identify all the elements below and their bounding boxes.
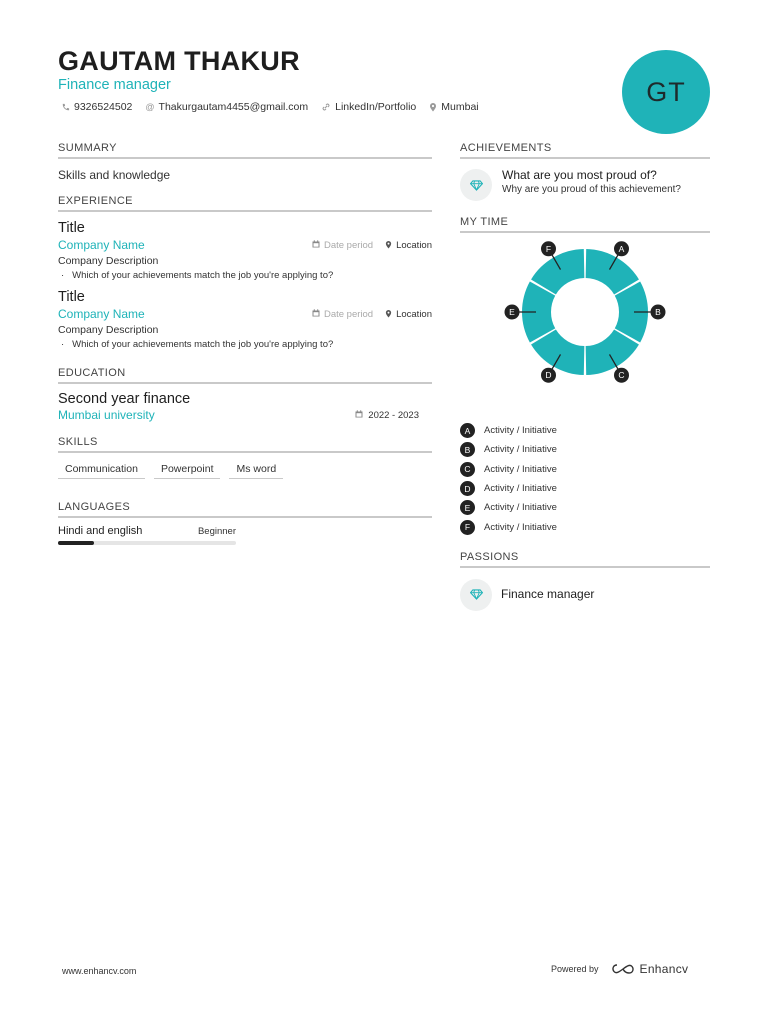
- phone-icon: [61, 103, 70, 112]
- achievement-subtitle: Why are you proud of this achievement?: [502, 184, 681, 195]
- experience-item: [58, 289, 432, 350]
- legend-item: [460, 498, 710, 517]
- legend-badge: B: [460, 442, 475, 457]
- job-date: Date period: [323, 308, 374, 320]
- legend-item: [460, 421, 710, 440]
- section-title-passions: PASSIONS: [460, 551, 710, 568]
- contact-email[interactable]: [145, 101, 308, 113]
- achievement-title: What are you most proud of?: [502, 168, 657, 182]
- company-description: Company Description: [58, 255, 159, 267]
- candidate-name: GAUTAM THAKUR: [58, 46, 300, 76]
- calendar-icon: [312, 309, 320, 319]
- donut-callout-letter: B: [655, 307, 661, 317]
- donut-callout-letter: C: [618, 370, 625, 381]
- legend-label: Activity / Initiative: [484, 502, 557, 514]
- contact-location-text: Mumbai: [441, 101, 479, 113]
- legend-item: [460, 517, 710, 536]
- donut-callout-letter: F: [545, 243, 552, 254]
- candidate-role: Finance manager: [58, 77, 171, 93]
- contact-email-text: Thakurgautam4455@gmail.com: [158, 101, 309, 113]
- my-time-donut: [460, 241, 710, 401]
- job-title: Title: [58, 289, 85, 305]
- legend-label: Activity / Initiative: [484, 444, 557, 456]
- section-title-achievements: ACHIEVEMENTS: [460, 142, 710, 159]
- donut-callout-letter: A: [618, 243, 625, 254]
- job-bullet-text: Which of your achievements match the job you're applying to?: [72, 339, 334, 350]
- contact-phone-text: 9326524502: [74, 101, 133, 113]
- skill-tag: Communication: [58, 463, 145, 479]
- job-bullet: [58, 270, 432, 281]
- skill-tag: Ms word: [229, 463, 283, 479]
- achievement-item: [460, 167, 710, 201]
- education-date: 2022 - 2023: [368, 409, 419, 421]
- avatar: GT: [622, 50, 710, 134]
- passion-text: Finance manager: [501, 586, 595, 601]
- summary-text: Skills and knowledge: [58, 168, 171, 182]
- location-pin-icon: [385, 240, 392, 251]
- language-level: Beginner: [197, 525, 236, 537]
- legend-badge: C: [460, 462, 475, 477]
- company-description: Company Description: [58, 324, 159, 336]
- job-bullet-text: Which of your achievements match the job you're applying to?: [72, 270, 334, 281]
- experience-item: [58, 220, 432, 281]
- calendar-icon: [355, 410, 363, 420]
- section-title-experience: EXPERIENCE: [58, 195, 432, 212]
- legend-label: Activity / Initiative: [484, 483, 557, 495]
- company-name: Company Name: [58, 238, 145, 252]
- bullet-dot: ·: [61, 270, 65, 281]
- job-location: Location: [396, 239, 432, 251]
- location-icon: [429, 102, 437, 112]
- section-title-skills: SKILLS: [58, 436, 432, 453]
- legend-badge: A: [460, 423, 475, 438]
- my-time-legend: [460, 421, 710, 537]
- legend-label: Activity / Initiative: [484, 425, 557, 437]
- contact-bar: [61, 101, 479, 113]
- language-name: Hindi and english: [58, 525, 143, 537]
- company-name: Company Name: [58, 307, 145, 321]
- footer-branding: [551, 962, 688, 976]
- left-column: [58, 142, 432, 545]
- legend-badge: F: [460, 520, 475, 535]
- link-icon: [321, 102, 331, 112]
- donut-callout-letter: D: [545, 370, 552, 381]
- language-item: [58, 525, 236, 537]
- legend-item: [460, 440, 710, 459]
- infinity-icon: [611, 963, 635, 975]
- at-icon: @: [145, 102, 155, 112]
- bullet-dot: ·: [61, 339, 65, 350]
- legend-item: [460, 479, 710, 498]
- section-title-languages: LANGUAGES: [58, 501, 432, 518]
- section-title-education: EDUCATION: [58, 367, 432, 384]
- legend-label: Activity / Initiative: [484, 521, 557, 533]
- contact-location: [429, 101, 478, 113]
- legend-item: [460, 460, 710, 479]
- section-title-my-time: MY TIME: [460, 216, 710, 233]
- contact-link-text: LinkedIn/Portfolio: [335, 101, 417, 113]
- diamond-icon: [460, 169, 492, 201]
- job-title: Title: [58, 220, 85, 236]
- donut-callout-letter: E: [509, 307, 515, 317]
- skills-list: [58, 463, 432, 479]
- my-time-donut-svg: [460, 241, 710, 401]
- passion-item: [460, 577, 710, 611]
- diamond-icon: [460, 579, 492, 611]
- legend-badge: E: [460, 500, 475, 515]
- brand-name: Enhancv: [639, 962, 689, 976]
- footer-website[interactable]: www.enhancv.com: [62, 966, 137, 976]
- language-proficiency-bar: [58, 541, 236, 545]
- legend-label: Activity / Initiative: [484, 463, 557, 475]
- education-school: Mumbai university: [58, 408, 155, 422]
- job-date: Date period: [323, 239, 374, 251]
- enhancv-logo[interactable]: [611, 962, 689, 976]
- education-degree: Second year finance: [58, 391, 191, 407]
- contact-link[interactable]: [321, 101, 416, 113]
- right-column: [460, 142, 710, 611]
- job-location: Location: [396, 308, 432, 320]
- skill-tag: Powerpoint: [154, 463, 221, 479]
- language-proficiency-fill: [58, 541, 94, 545]
- location-pin-icon: [385, 309, 392, 320]
- contact-phone[interactable]: [61, 101, 132, 113]
- section-title-summary: SUMMARY: [58, 142, 432, 159]
- legend-badge: D: [460, 481, 475, 496]
- powered-by-text: Powered by: [551, 964, 599, 974]
- calendar-icon: [312, 240, 320, 250]
- job-bullet: [58, 339, 432, 350]
